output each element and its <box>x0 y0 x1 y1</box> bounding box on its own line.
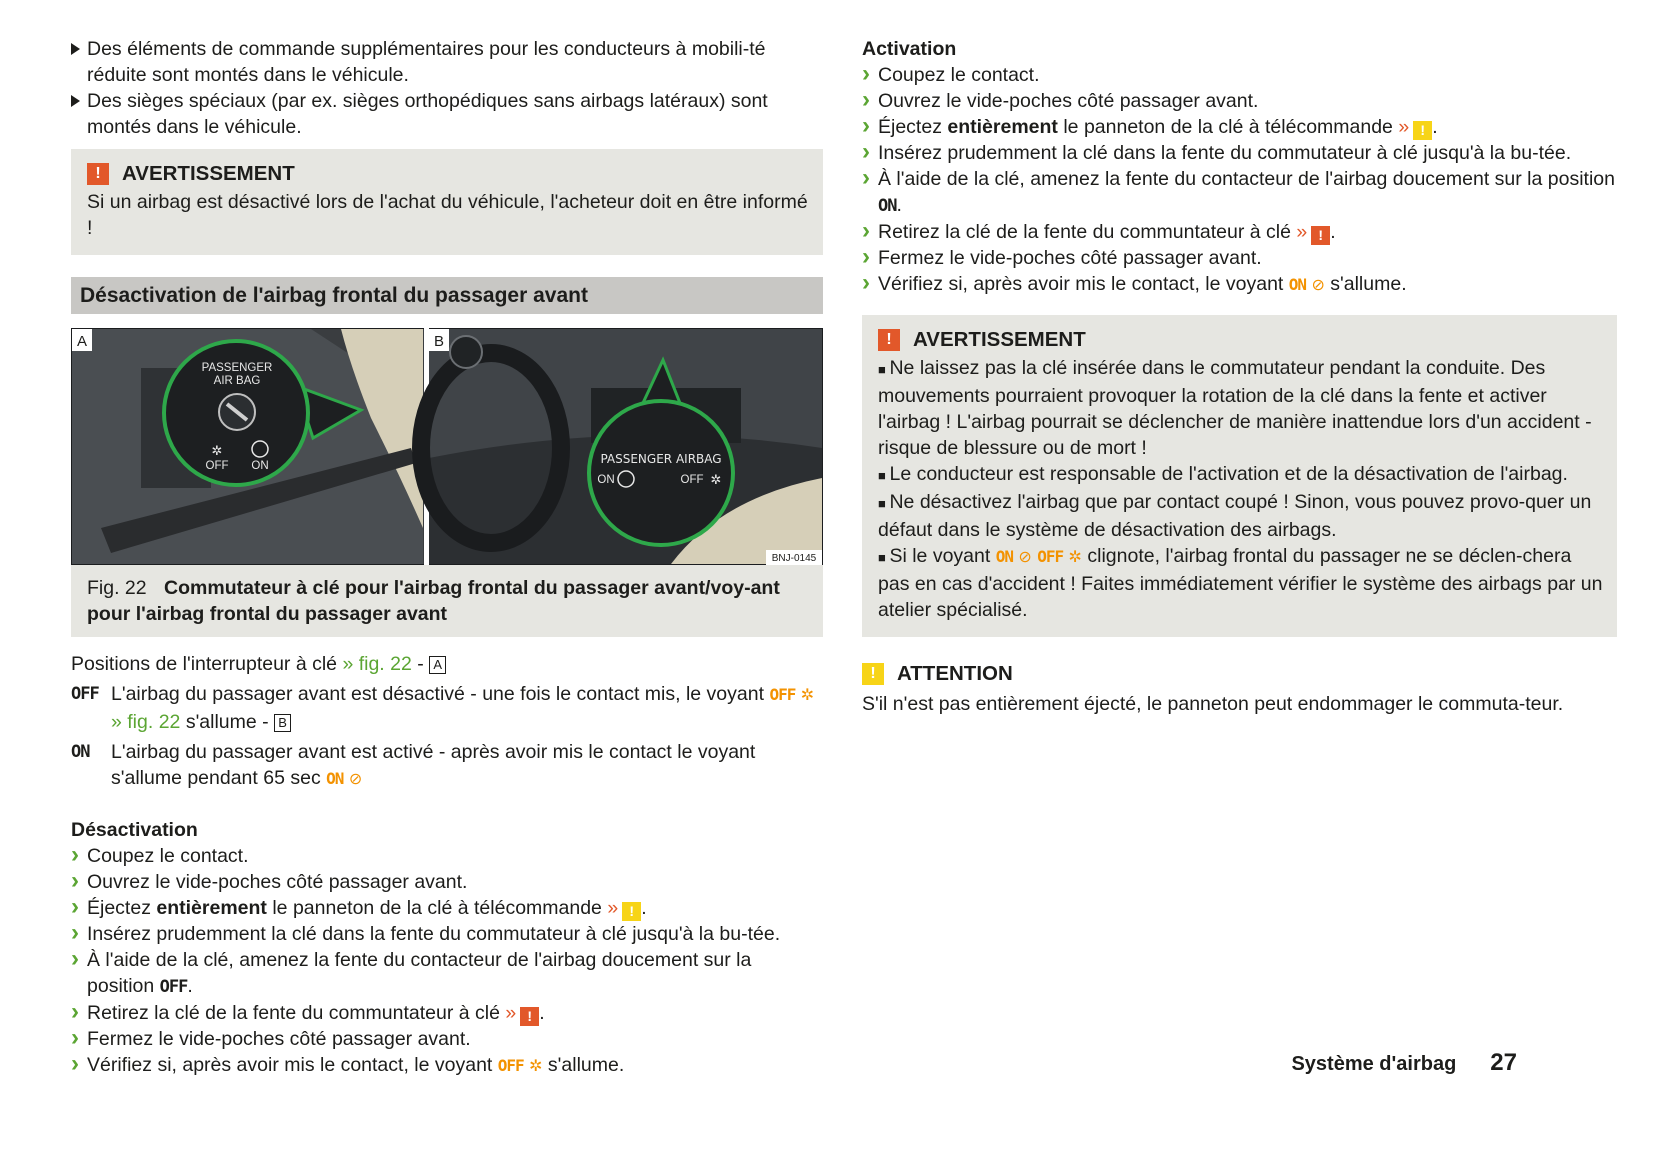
activation-step: › Vérifiez si, après avoir mis le contact, le voyant ON ⊘ s'allume. <box>862 271 1617 299</box>
on-indicator-symbol: ON <box>326 769 344 788</box>
attention-icon-link[interactable]: ! <box>1413 121 1432 140</box>
attention-text: S'il n'est pas entièrement éjecté, le panneton peut endommager le commuta-teur. <box>862 693 1564 715</box>
warning-box <box>862 315 1617 637</box>
fig-reference-link[interactable]: » fig. 22 <box>342 653 412 675</box>
deactivation-step: › Ouvrez le vide-poches côté passager avant. <box>71 869 823 895</box>
fig-reference-link[interactable]: » fig. 22 <box>111 711 181 733</box>
airbag-switch-illustration <box>71 328 823 565</box>
fig-a-on: ON <box>251 460 269 472</box>
fig-a-label-2: AIR BAG <box>213 375 261 387</box>
deactivation-heading: Désactivation <box>71 819 198 841</box>
fig-a-label-1: PASSENGER <box>201 362 273 374</box>
warning-icon-link[interactable]: ! <box>520 1007 539 1026</box>
on-position-symbol: ON <box>878 196 897 216</box>
activation-step: › Éjectez entièrement le panneton de la clé à télécommande » ! . <box>862 114 1617 140</box>
right-column <box>862 36 1617 717</box>
figure-title: Commutateur à clé pour l'airbag frontal du passager avant/voy-ant pour l'airbag frontal du passager avant <box>87 577 780 625</box>
activation-heading: Activation <box>862 38 957 60</box>
positions-intro: Positions de l'interrupteur à clé » fig. 22 - A <box>71 651 823 677</box>
position-off-row <box>71 681 823 735</box>
page-footer <box>1291 1050 1517 1077</box>
warning-icon: ! <box>87 163 109 185</box>
position-on-text: L'airbag du passager avant est activé - après avoir mis le contact le voyant s'allume pendant 65 sec ON ⊘ <box>111 741 756 789</box>
fig-b-label: PASSENGER AIRBAG <box>600 452 722 466</box>
deactivation-step: › Fermez le vide-poches côté passager avant. <box>71 1026 823 1052</box>
ref-arrow: » <box>607 897 619 919</box>
warning-icon-link[interactable]: ! <box>1311 226 1330 245</box>
deactivation-step: › Éjectez entièrement le panneton de la clé à télécommande » ! . <box>71 895 823 921</box>
fig-a-airbag-off-icon: ✲ <box>211 444 223 459</box>
airbag-off-icon: ✲ <box>1068 549 1082 566</box>
off-position-symbol: OFF <box>159 977 188 997</box>
ref-arrow: » <box>1296 221 1308 243</box>
chapter-title: Système d'airbag <box>1291 1053 1457 1075</box>
deactivation-step: › Vérifiez si, après avoir mis le contact, le voyant OFF ✲ s'allume. <box>71 1052 823 1080</box>
activation-step: › À l'aide de la clé, amenez la fente du contacteur de l'airbag doucement sur la position ON. <box>862 166 1617 219</box>
intro-bullet: Des sièges spéciaux (par ex. sièges orthopédiques sans airbags latéraux) sont montés dans le véhicule. <box>71 88 823 140</box>
figure-number: Fig. 22 <box>87 577 147 599</box>
fig-b-off: OFF <box>680 474 704 486</box>
warning-box <box>71 149 823 255</box>
airbag-off-icon: ✲ <box>529 1058 543 1075</box>
warning-heading: ! AVERTISSEMENT <box>87 161 809 187</box>
off-indicator-symbol: OFF <box>1037 547 1064 566</box>
off-indicator-symbol: OFF <box>497 1056 524 1075</box>
figure-caption <box>71 565 823 637</box>
off-indicator-symbol: OFF <box>769 685 796 704</box>
position-on-label: ON <box>71 742 90 762</box>
left-column <box>71 36 823 1080</box>
fig-b-airbag-off-icon: ✲ <box>710 473 722 488</box>
attention-icon-link[interactable]: ! <box>622 902 641 921</box>
deactivation-step: › Retirez la clé de la fente du communtateur à clé » ! . <box>71 1000 823 1026</box>
warning-bullet: ■ Si le voyant ON ⊘ OFF ✲ clignote, l'airbag frontal du passager ne se déclen-chera pas en cas d'accident ! Faites immédiatement vérifier le système des airbags par un atelier spécialisé. <box>878 543 1603 623</box>
activation-step: › Ouvrez le vide-poches côté passager avant. <box>862 88 1617 114</box>
airbag-on-icon: ⊘ <box>1311 277 1325 294</box>
on-indicator-symbol: ON <box>995 547 1013 566</box>
deactivation-step: › Insérez prudemment la clé dans la fente du commutateur à clé jusqu'à la bu-tée. <box>71 921 823 947</box>
ref-arrow: » <box>505 1002 517 1024</box>
warning-bullet: ■ Ne désactivez l'airbag que par contact coupé ! Sinon, vous pouvez provo-quer un défaut dans le système de désactivation des airbags. <box>878 489 1603 543</box>
warning-text: Si un airbag est désactivé lors de l'achat du véhicule, l'acheteur doit en être informé ! <box>87 191 808 239</box>
airbag-off-icon: ✲ <box>800 687 815 704</box>
ref-arrow: » <box>1398 116 1410 138</box>
intro-bullet: Des éléments de commande supplémentaires pour les conducteurs à mobili-té réduite sont montés dans le véhicule. <box>71 36 823 88</box>
activation-step: › Coupez le contact. <box>862 62 1617 88</box>
warning-bullet: ■ Le conducteur est responsable de l'activation et de la désactivation de l'airbag. <box>878 461 1603 489</box>
figure-22 <box>71 328 823 565</box>
panel-ref-b: B <box>274 714 291 732</box>
fig-b-on: ON <box>597 474 615 486</box>
position-on-row <box>71 739 823 793</box>
panel-b-label: B <box>433 333 445 350</box>
on-indicator-symbol: ON <box>1288 275 1307 294</box>
panel-a-label: A <box>76 333 88 350</box>
attention-heading: ! ATTENTION <box>862 661 1617 687</box>
fig-a-off: OFF <box>205 460 229 472</box>
airbag-on-icon: ⊘ <box>348 771 363 788</box>
figure-code: BNJ-0145 <box>771 553 817 564</box>
activation-step: › Insérez prudemment la clé dans la fente du commutateur à clé jusqu'à la bu-tée. <box>862 140 1617 166</box>
deactivation-step: › À l'aide de la clé, amenez la fente du contacteur de l'airbag doucement sur la position OFF. <box>71 947 823 1000</box>
attention-box <box>862 661 1617 717</box>
warning-bullet: ■ Ne laissez pas la clé insérée dans le commutateur pendant la conduite. Des mouvements pourraient provoquer la rotation de la clé dans la fente et activer l'airbag ! L'airbag pourrait se déclencher de manière inattendue lors d'un accident - risque de blessure ou de mort ! <box>878 355 1603 461</box>
page-number: 27 <box>1490 1049 1517 1076</box>
activation-step: › Fermez le vide-poches côté passager avant. <box>862 245 1617 271</box>
airbag-on-icon: ⊘ <box>1018 549 1032 566</box>
attention-icon: ! <box>862 663 884 685</box>
warning-heading: ! AVERTISSEMENT <box>878 327 1603 353</box>
position-off-text: L'airbag du passager avant est désactivé - une fois le contact mis, le voyant OFF ✲ » fig. 22 s'allume - B <box>111 683 815 733</box>
activation-step: › Retirez la clé de la fente du communtateur à clé » ! . <box>862 219 1617 245</box>
warning-icon: ! <box>878 329 900 351</box>
position-off-label: OFF <box>71 684 99 704</box>
section-title: Désactivation de l'airbag frontal du passager avant <box>71 277 823 314</box>
panel-ref-a: A <box>429 656 446 674</box>
deactivation-step: › Coupez le contact. <box>71 843 823 869</box>
